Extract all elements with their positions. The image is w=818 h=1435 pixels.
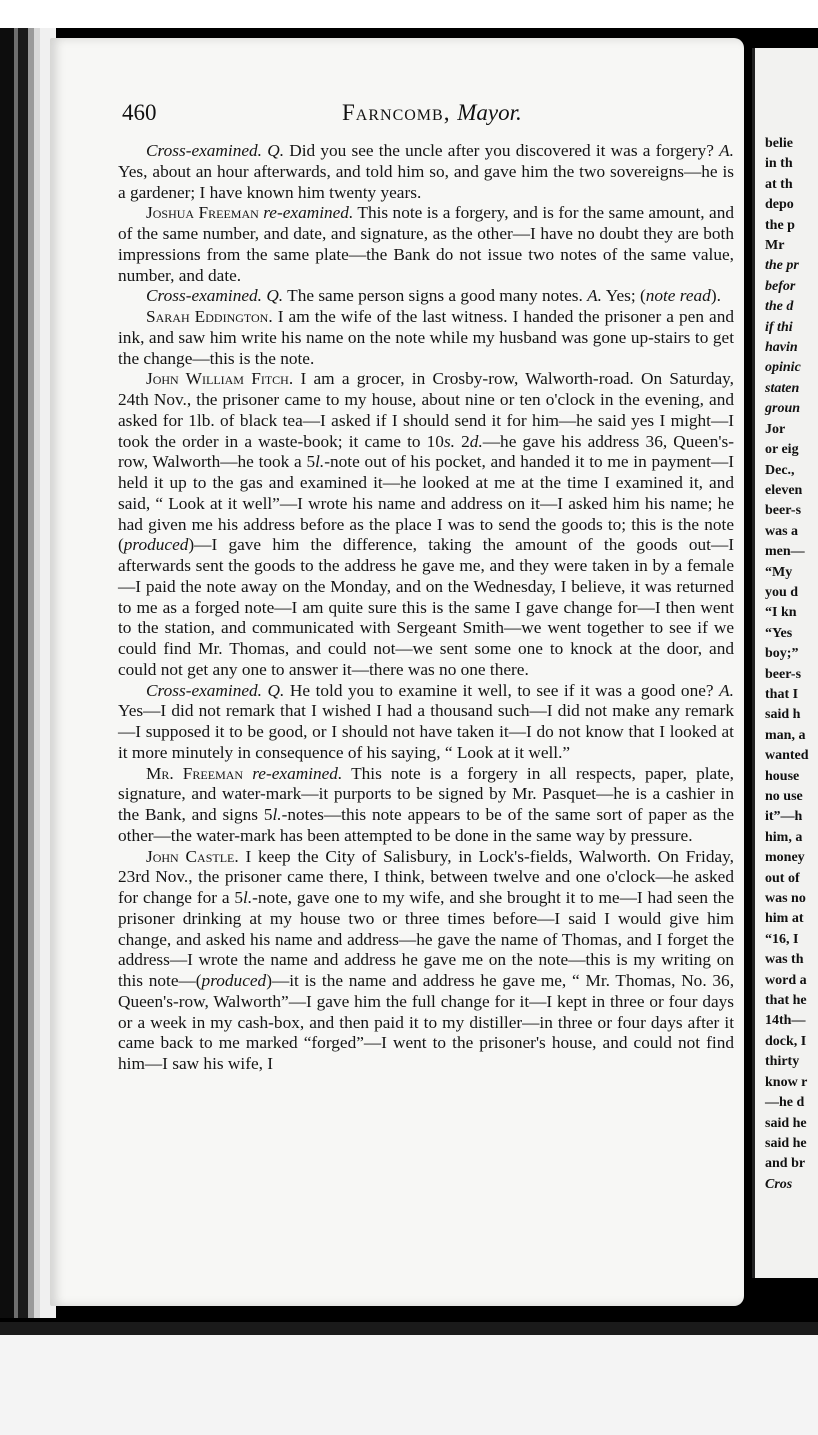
body-text: He told you to examine it well, to see if it was a good one? xyxy=(284,680,720,700)
text-column xyxy=(118,141,734,1075)
facing-page-line: the d xyxy=(765,299,794,315)
body-text: This note is a forgery in all respects, paper, plate, signature, and water-mark—it purports to be signed by Mr. Pasquet—he is a cashier in the Bank, and signs 5 xyxy=(118,763,734,824)
facing-page-line: at th xyxy=(765,176,793,192)
facing-page-line: was no xyxy=(765,891,806,907)
facing-page-line: Cros xyxy=(765,1176,793,1192)
testimony-paragraph xyxy=(118,847,734,1075)
body-text: -note, gave one to my wife, and she brought it to me—I had seen the prisoner drinking at my house two or three times before—I said I would give him change, and asked his name and address—he gave the name of Thomas, and I forget the address—I wrote the name and address he gave me on the note—this is my writing on this note—( xyxy=(118,888,734,990)
facing-page-line: or eig xyxy=(765,442,799,458)
facing-page-line: 14th— xyxy=(765,1013,806,1029)
facing-page-line: money xyxy=(765,850,805,866)
facing-page-line: befor xyxy=(765,278,796,294)
facing-page-line: “Yes xyxy=(765,625,793,641)
body-text: )—I gave him the difference, taking the amount of the goods out—I afterwards sent the goods to the address he gave me, and they were taken in by a female—I paid the note away on the Monday, and on the Wednesday, I believe, it was returned to me as a forged note—I am quite sure this is the same I gave change for—I then went to the station, and communicated with Sergeant Smith—we went together to see if we could find Mr. Thomas, and could not—we sent some one to knock at the door, and could not get any one to answer it—there was no one there. xyxy=(118,535,734,679)
running-head-title: Mayor. xyxy=(457,100,522,125)
scan-bottom-margin xyxy=(0,1335,818,1435)
facing-page-line: groun xyxy=(765,401,801,417)
facing-page-line: that he xyxy=(765,993,807,1009)
body-text: I am a grocer, in Crosby-row, Walworth-road. On Saturday, 24th Nov., the prisoner came to my house, about nine or ten o'clock in the evening, and asked for 1lb. of black tea—I asked if I should send it for him—he said yes I might—I took the order in a waste-book; it came to 10 xyxy=(118,369,734,451)
facing-page-line: out of xyxy=(765,870,800,886)
testimony-paragraph xyxy=(118,307,734,369)
facing-page-line: him at xyxy=(765,911,804,927)
body-text: Did you see the uncle after you discovered it was a forgery? xyxy=(284,141,720,160)
italic-text: Q. xyxy=(267,680,285,700)
scan-bottom-edge xyxy=(0,1322,818,1336)
body-text: -note out of his pocket, and handed it to me in payment—I held it up to the gas and examined it—he looked at me at the time I examined it, and said, “ Look at it well”—I wrote his name and address on it—I asked him his name; he had given me his address before as the place I was to send the goods to; this is the note ( xyxy=(118,452,734,555)
facing-page-line: staten xyxy=(765,380,800,396)
body-text: This note is a forgery, and is for the same amount, and of the same number, and date, and signature, as the other—I have no doubt they are both impressions from the same plate—the Bank do not issue two notes of the same value, number, and date. xyxy=(118,203,734,285)
italic-text: l. xyxy=(243,888,253,907)
facing-page-line: the pr xyxy=(765,258,799,274)
body-text: I keep the City of Salisbury, in Lock's-fields, Walworth. On Friday, 23rd Nov., the prisoner came there, I think, between twelve and one o'clock—he asked for change for a 5 xyxy=(118,846,734,907)
body-text: Yes; ( xyxy=(602,286,646,306)
scan-top-margin xyxy=(0,0,818,28)
facing-page-line: you d xyxy=(765,584,799,600)
speaker-name: John William Fitch. xyxy=(146,369,294,389)
facing-page-line: was a xyxy=(765,523,799,539)
italic-text: produced xyxy=(201,971,267,990)
running-head xyxy=(342,100,522,126)
facing-page-line: was th xyxy=(765,952,804,968)
speaker-name: Joshua Freeman xyxy=(146,203,259,223)
testimony-paragraph xyxy=(118,203,734,286)
facing-page-line: boy;” xyxy=(765,646,799,662)
italic-text: Cross-examined. xyxy=(146,141,262,160)
facing-page-line: in th xyxy=(765,156,793,172)
facing-page-line: —he d xyxy=(765,1095,805,1111)
facing-page-line: depo xyxy=(765,197,794,213)
facing-page-line: Jor xyxy=(765,421,786,437)
facing-page-line: Mr xyxy=(765,238,785,254)
left-page xyxy=(50,38,744,1306)
italic-text: d. xyxy=(469,431,483,451)
italic-text: produced xyxy=(123,535,189,555)
facing-page-line: and br xyxy=(765,1156,806,1172)
facing-page-line: havin xyxy=(765,340,798,356)
italic-text: re-examined. xyxy=(252,763,343,783)
facing-page-line: if thi xyxy=(765,319,793,335)
italic-text: note read xyxy=(645,286,711,306)
facing-page-line: said he xyxy=(765,1115,807,1131)
facing-page-line: that I xyxy=(765,686,799,702)
facing-page-line: house xyxy=(765,768,800,784)
facing-page-line: Dec., xyxy=(765,462,795,478)
italic-text: Q. xyxy=(266,286,284,306)
facing-page-line: know r xyxy=(765,1074,808,1090)
body-text: The same person signs a good many notes. xyxy=(283,286,588,306)
facing-page-line: thirty xyxy=(765,1054,800,1070)
body-text: ). xyxy=(710,286,721,306)
facing-page-line: said h xyxy=(765,707,801,723)
facing-page-line: beer-s xyxy=(765,503,802,519)
speaker-name: John Castle. xyxy=(146,846,239,866)
body-text: Yes, about an hour afterwards, and told him so, and gave him the two sovereigns—he is a gardener; I have known him twenty years. xyxy=(118,161,734,202)
facing-page-line: the p xyxy=(765,217,795,233)
italic-text: Q. xyxy=(267,141,285,160)
italic-text: re-examined. xyxy=(263,203,354,223)
facing-page-line: eleven xyxy=(765,482,803,498)
facing-page-line: men— xyxy=(765,544,805,560)
italic-text: Cross-examined. xyxy=(146,286,262,306)
speaker-name: Mr. Freeman xyxy=(146,763,244,783)
speaker-name: Sarah Eddington. xyxy=(146,307,273,326)
facing-page-line: belie xyxy=(765,136,793,151)
body-text: 2 xyxy=(455,431,470,451)
facing-page-line: beer-s xyxy=(765,666,802,682)
facing-page-line: said he xyxy=(765,1135,807,1151)
facing-page-line: man, a xyxy=(765,727,806,743)
italic-text: A. xyxy=(719,141,734,160)
page-number: 460 xyxy=(122,100,157,125)
testimony-paragraph xyxy=(118,764,734,847)
italic-text: l. xyxy=(272,805,282,824)
running-head-name: Farncomb, xyxy=(342,100,451,125)
italic-text: A. xyxy=(587,286,603,306)
body-text xyxy=(243,764,252,783)
facing-page-line: wanted xyxy=(765,748,809,764)
body-text: )—it is the name and address he gave me, “ Mr. Thomas, No. 36, Queen's-row, Walworth”—I gave him the full change for it—I kept in three or four days or a week in my cash-box, and then paid it to my distiller—in three or four days after it came back to me marked “forged”—I went to the prisoner's house, and could not find him—I saw his wife, I xyxy=(118,971,735,1073)
facing-page-fragment xyxy=(752,48,818,1278)
body-text: Yes—I did not remark that I wished I had a thousand such—I did not make any remark—I supposed it to be good, or I should not have taken it—I do not know that I looked at it more minutely in consequence of his saying, “ Look at it well.” xyxy=(118,701,734,762)
testimony-paragraph xyxy=(118,369,734,680)
testimony-paragraph xyxy=(118,286,734,307)
facing-page-line: dock, I xyxy=(765,1033,807,1049)
testimony-paragraph xyxy=(118,681,734,764)
page-header xyxy=(50,100,744,140)
body-text: I am the wife of the last witness. I handed the prisoner a pen and ink, and saw him write his name on the note while my husband was gone up-stairs to get the change—this is the note. xyxy=(118,307,734,368)
book-binding xyxy=(0,28,56,1318)
facing-page-line: opinic xyxy=(765,360,801,376)
facing-page-line: “My xyxy=(765,564,793,580)
facing-page-line: it”—h xyxy=(765,809,803,825)
italic-text: A. xyxy=(719,680,734,700)
body-text: -notes—this note appears to be of the same sort of paper as the other—the water-mark has been attempted to be done in the same way by pressure. xyxy=(118,805,734,845)
facing-page-line: word a xyxy=(765,972,807,988)
facing-page-line: him, a xyxy=(765,829,803,845)
facing-page-line: no use xyxy=(765,789,803,804)
facing-page-line: “I kn xyxy=(765,605,797,621)
testimony-paragraph xyxy=(118,141,734,203)
body-text: —he gave his address 36, Queen's-row, Walworth—he took a 5 xyxy=(118,431,734,472)
facing-page-line: “16, I xyxy=(765,931,799,947)
italic-text: l. xyxy=(315,452,325,472)
italic-text: Cross-examined. xyxy=(146,680,262,700)
italic-text: s. xyxy=(443,431,455,451)
